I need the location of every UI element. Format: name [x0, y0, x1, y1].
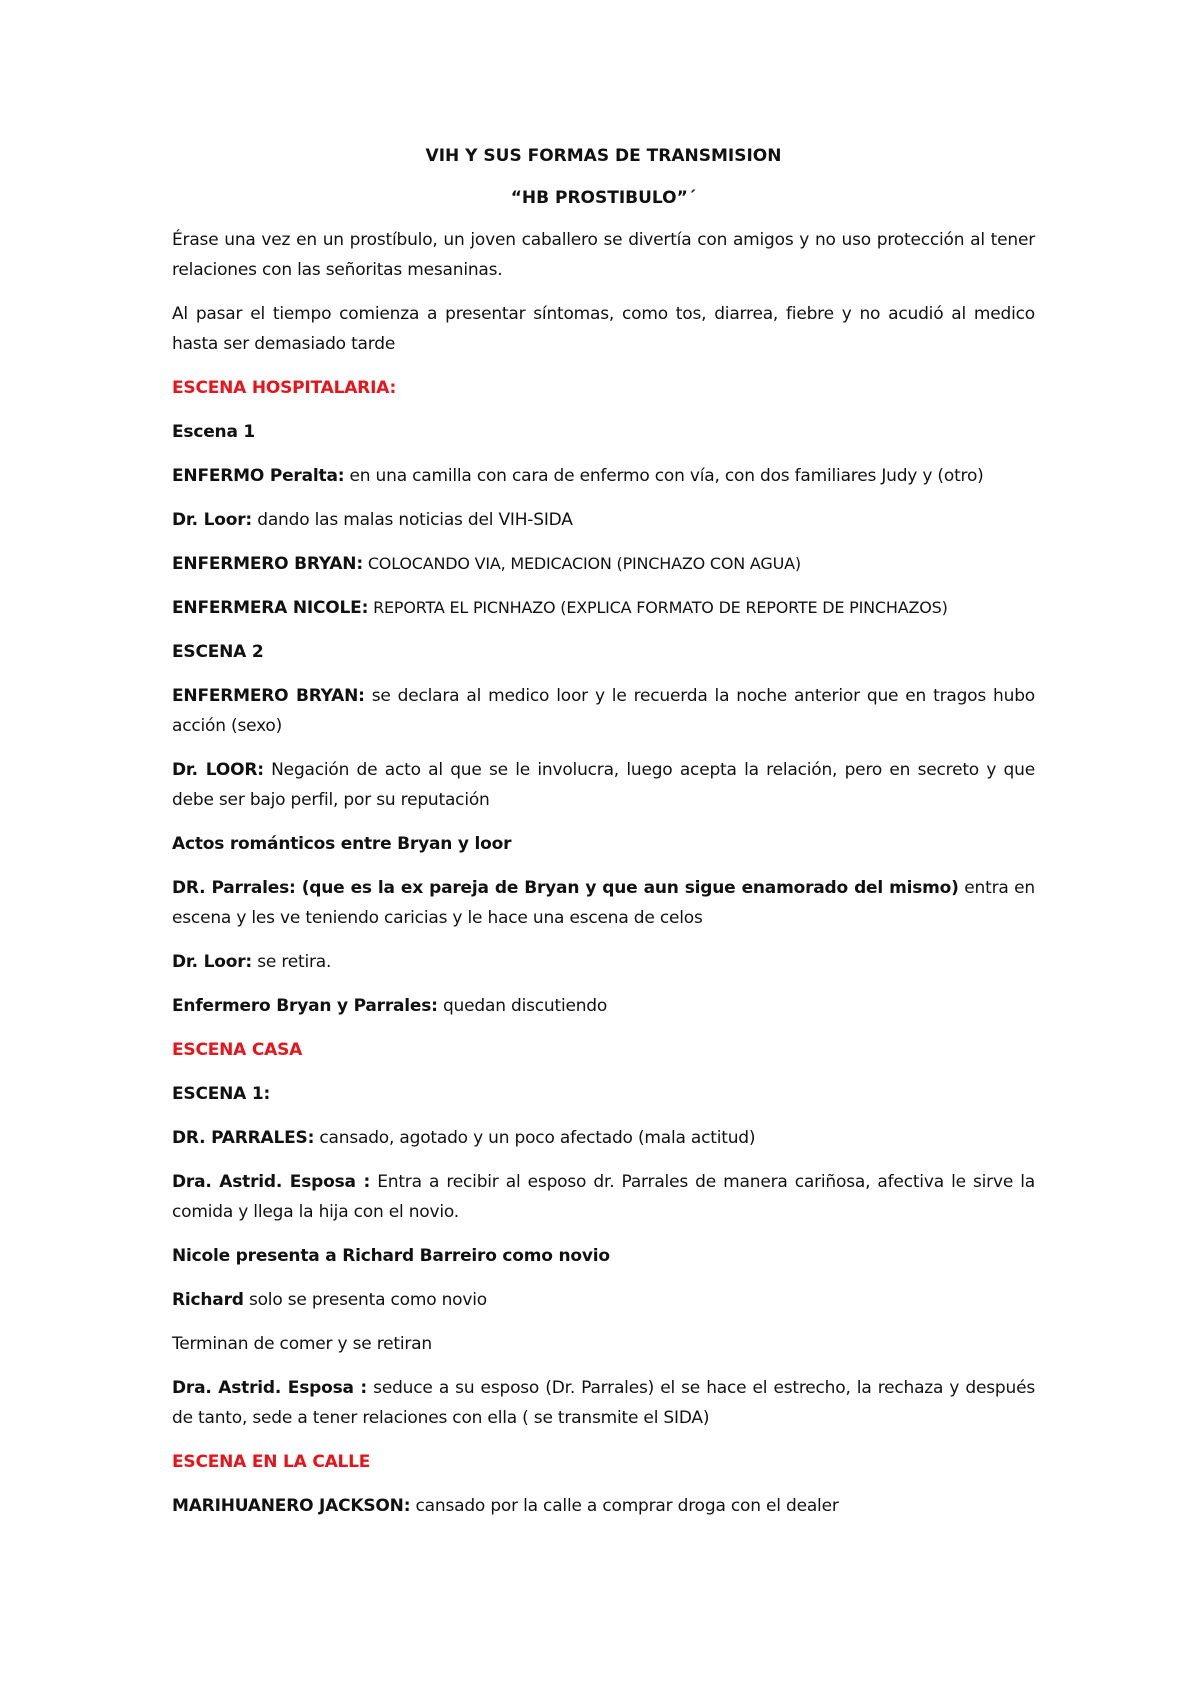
- scene-line-dr-loor-retira: Dr. Loor: se retira.: [172, 952, 332, 972]
- section-heading-hospital: ESCENA HOSPITALARIA:: [172, 378, 397, 398]
- scene-line-enfermo-peralta: ENFERMO Peralta: en una camilla con cara de enfermo con vía, con dos familiares Judy y (otro): [172, 466, 984, 486]
- document-subtitle: “HB PROSTIBULO”´: [510, 188, 697, 208]
- scene-line-marihuanero-jackson: MARIHUANERO JACKSON: cansado por la calle a comprar droga con el dealer: [172, 1496, 839, 1516]
- scene-label-casa-1: ESCENA 1:: [172, 1084, 271, 1104]
- scene-line-dr-loor-negacion: Dr. LOOR: Negación de acto al que se le involucra, luego acepta la relación, pero en secreto y que debe ser bajo perfil, por su reputación: [172, 760, 1035, 810]
- scene-line-richard: Richard solo se presenta como novio: [172, 1290, 487, 1310]
- scene-label-1: Escena 1: [172, 422, 256, 442]
- scene-line-enfermero-bryan: ENFERMERO BRYAN: COLOCANDO VIA, MEDICACION (PINCHAZO CON AGUA): [172, 554, 801, 574]
- scene-line-dr-loor: Dr. Loor: dando las malas noticias del VIH-SIDA: [172, 510, 573, 530]
- scene-line-parrales-cansado: DR. PARRALES: cansado, agotado y un poco afectado (mala actitud): [172, 1128, 756, 1148]
- scene-line-dr-parrales: DR. Parrales: (que es la ex pareja de Bryan y que aun sigue enamorado del mismo) entra en escena y les ve teniendo caricias y le hace una escena de celos: [172, 878, 1035, 928]
- section-heading-calle: ESCENA EN LA CALLE: [172, 1452, 371, 1472]
- scene-line-bryan-declara: ENFERMERO BRYAN: se declara al medico loor y le recuerda la noche anterior que en tragos hubo acción (sexo): [172, 686, 1035, 736]
- scene-line-actos-romanticos: Actos románticos entre Bryan y loor: [172, 834, 512, 854]
- scene-line-bryan-parrales: Enfermero Bryan y Parrales: quedan discutiendo: [172, 996, 608, 1016]
- scene-line-terminan: Terminan de comer y se retiran: [172, 1334, 432, 1354]
- scene-line-enfermera-nicole: ENFERMERA NICOLE: REPORTA EL PICNHAZO (EXPLICA FORMATO DE REPORTE DE PINCHAZOS): [172, 598, 948, 618]
- intro-paragraph-1: Érase una vez en un prostíbulo, un joven caballero se divertía con amigos y no uso protección al tener relaciones con las señoritas mesaninas.: [172, 230, 1035, 280]
- section-heading-casa: ESCENA CASA: [172, 1040, 303, 1060]
- scene-line-astrid-seduce: Dra. Astrid. Esposa : seduce a su esposo (Dr. Parrales) el se hace el estrecho, la rechaza y después de tanto, sede a tener relaciones con ella ( se transmite el SIDA): [172, 1378, 1035, 1428]
- intro-paragraph-2: Al pasar el tiempo comienza a presentar síntomas, como tos, diarrea, fiebre y no acudió al medico hasta ser demasiado tarde: [172, 304, 1035, 354]
- document-title: VIH Y SUS FORMAS DE TRANSMISION: [425, 146, 782, 166]
- scene-line-nicole-presenta: Nicole presenta a Richard Barreiro como novio: [172, 1246, 610, 1266]
- scene-label-2: ESCENA 2: [172, 642, 264, 662]
- scene-line-astrid-recibe: Dra. Astrid. Esposa : Entra a recibir al esposo dr. Parrales de manera cariñosa, afectiva le sirve la comida y llega la hija con el novio.: [172, 1172, 1035, 1222]
